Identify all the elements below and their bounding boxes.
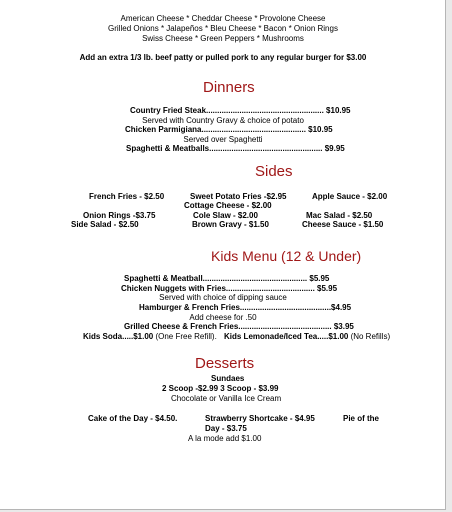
side-cheese-sauce: Cheese Sauce - $1.50 [302,220,384,229]
desserts-heading: Desserts [195,355,255,372]
kids-soda-label: Kids Soda.....$1.00 [83,332,154,341]
dessert-scoops: 2 Scoop -$2.99 3 Scoop - $3.99 [162,384,279,393]
dinners-heading: Dinners [203,79,255,96]
kids-note-dipping-sauce: Served with choice of dipping sauce [159,293,287,302]
toppings-line-1: American Cheese * Cheddar Cheese * Provolone Cheese [120,14,326,23]
side-cottage-cheese: Cottage Cheese - $2.00 [184,201,272,210]
side-mac-salad: Mac Salad - $2.50 [306,211,373,220]
dessert-pie-line-1: Pie of the [343,414,380,423]
kids-item-hamburger: Hamburger & French Fries.........................................$4.95 [139,303,352,312]
dessert-shortcake: Strawberry Shortcake - $4.95 [205,414,315,423]
kids-lemonade-note: (No Refills) [348,332,391,341]
kids-soda-note: (One Free Refill). [153,332,217,341]
dessert-pie-line-2: Day - $3.75 [205,424,247,433]
kids-item-spaghetti: Spaghetti & Meatball............................................... $5.95 [124,274,330,283]
side-onion-rings: Onion Rings -$3.75 [83,211,156,220]
toppings-line-3: Swiss Cheese * Green Peppers * Mushrooms [142,34,304,43]
kids-item-grilled-cheese: Grilled Cheese & French Fries.......................................... $3.95 [124,322,354,331]
kids-note-cheese: Add cheese for .50 [189,313,257,322]
dessert-flavors: Chocolate or Vanilla Ice Cream [171,394,282,403]
kids-lemonade [224,332,390,342]
sides-heading: Sides [255,163,293,180]
extra-patty-note: Add an extra 1/3 lb. beef patty or pulled pork to any regular burger for $3.00 [79,53,367,62]
kids-soda [83,332,217,342]
side-sweet-potato-fries: Sweet Potato Fries -$2.95 [190,192,287,201]
toppings-line-2: Grilled Onions * Jalapeños * Bleu Cheese * Bacon * Onion Rings [108,24,338,33]
dessert-a-la-mode: A la mode add $1.00 [188,434,262,443]
kids-lemonade-label: Kids Lemonade/Iced Tea.....$1.00 [224,332,349,341]
dessert-cake: Cake of the Day - $4.50. [88,414,178,423]
dinner-note-2: Served over Spaghetti [183,135,263,144]
dinner-item-country-fried-steak: Country Fried Steak..................................................... $10.95 [130,106,351,115]
side-brown-gravy: Brown Gravy - $1.50 [192,220,269,229]
dinner-item-chicken-parmigiana: Chicken Parmigiana............................................... $10.95 [125,125,333,134]
side-salad: Side Salad - $2.50 [71,220,139,229]
dinner-note-1: Served with Country Gravy & choice of potato [142,116,304,125]
side-cole-slaw: Cole Slaw - $2.00 [193,211,258,220]
side-french-fries: French Fries - $2.50 [89,192,165,201]
kids-menu-heading: Kids Menu (12 & Under) [211,248,362,264]
dinner-item-spaghetti: Spaghetti & Meatballs................................................... $9.95 [126,144,345,153]
dessert-sundaes: Sundaes [211,374,245,383]
side-apple-sauce: Apple Sauce - $2.00 [312,192,388,201]
kids-item-nuggets: Chicken Nuggets with Fries........................................ $5.95 [121,284,338,293]
